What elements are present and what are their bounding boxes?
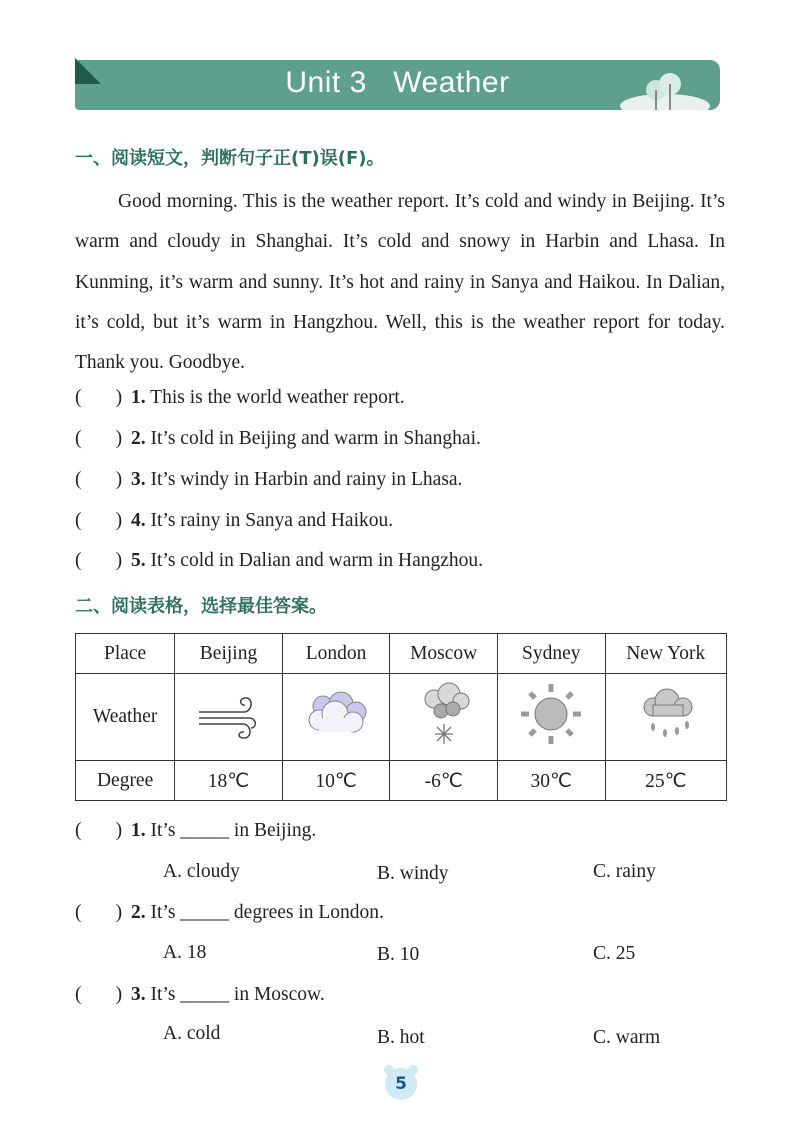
weather-table	[75, 633, 727, 801]
place-cell: Sydney	[497, 634, 605, 674]
option-b[interactable]: B. hot	[377, 1027, 425, 1048]
choice-question	[75, 820, 316, 842]
question-number: 2.	[131, 902, 146, 923]
row-header: Degree	[76, 761, 175, 801]
place-cell: New York	[605, 634, 726, 674]
question-number: 1.	[131, 387, 146, 408]
tf-question	[75, 428, 481, 450]
question-text: It’s _____ in Beijing.	[150, 820, 317, 841]
question-number: 1.	[131, 820, 146, 841]
answer-blank[interactable]: ( )	[75, 550, 123, 571]
question-text: It’s rainy in Sanya and Haikou.	[150, 510, 394, 531]
place-cell: Moscow	[390, 634, 498, 674]
question-number: 3.	[131, 984, 146, 1005]
option-c[interactable]: C. rainy	[593, 861, 656, 882]
degree-cell: 18℃	[175, 761, 283, 801]
question-number: 2.	[131, 428, 146, 449]
tf-question	[75, 510, 393, 532]
question-text: It’s cold in Beijing and warm in Shanghai.	[150, 428, 481, 449]
answer-blank[interactable]: ( )	[75, 902, 123, 923]
place-cell: Beijing	[175, 634, 283, 674]
reading-passage: Good morning. This is the weather report. It’s cold and windy in Beijing. It’s warm and cloudy in Shanghai. It’s cold and snowy in Harbin and Lhasa. In Kunming, it’s warm and sunny. It’s hot and rainy in Sanya and Haikou. In Dalian, it’s cold, but it’s warm in Hangzhou. Well, this is the weather report for today. Thank you. Goodbye.	[75, 191, 725, 374]
question-number: 4.	[131, 510, 146, 531]
degree-cell: 25℃	[605, 761, 726, 801]
answer-blank[interactable]: ( )	[75, 428, 123, 449]
section1-title: 一、阅读短文，判断句子正(T)误(F)。	[75, 148, 385, 169]
degree-cell: 30℃	[497, 761, 605, 801]
option-c[interactable]: C. 25	[593, 943, 636, 964]
tf-question	[75, 469, 462, 491]
option-a[interactable]: A. cold	[163, 1023, 221, 1044]
question-number: 5.	[131, 550, 146, 571]
question-text: It’s _____ degrees in London.	[150, 902, 384, 923]
degree-cell: -6℃	[390, 761, 498, 801]
choice-question	[75, 984, 325, 1006]
answer-blank[interactable]: ( )	[75, 820, 123, 841]
rain-icon	[631, 679, 701, 749]
section2-title: 二、阅读表格，选择最佳答案。	[75, 596, 327, 617]
sun-icon	[516, 679, 586, 749]
option-b[interactable]: B. 10	[377, 944, 420, 965]
page-number-text: 5	[395, 1074, 407, 1094]
answer-blank[interactable]: ( )	[75, 510, 123, 531]
unit-banner	[75, 60, 720, 110]
wind-icon	[194, 684, 264, 744]
place-cell: London	[282, 634, 390, 674]
option-b[interactable]: B. windy	[377, 863, 449, 884]
question-number: 3.	[131, 469, 146, 490]
snow-icon	[409, 679, 479, 749]
row-header: Weather	[76, 674, 175, 761]
question-text: This is the world weather report.	[150, 387, 405, 408]
tf-question	[75, 387, 405, 409]
page-number	[385, 1068, 417, 1100]
tree-icon	[620, 72, 710, 110]
option-a[interactable]: A. cloudy	[163, 861, 240, 882]
banner-fold	[75, 58, 101, 84]
question-text: It’s windy in Harbin and rainy in Lhasa.	[150, 469, 463, 490]
degree-cell: 10℃	[282, 761, 390, 801]
row-header: Place	[76, 634, 175, 674]
tf-question	[75, 550, 483, 572]
unit-title: Unit 3 Weather	[285, 66, 510, 99]
answer-blank[interactable]: ( )	[75, 469, 123, 490]
answer-blank[interactable]: ( )	[75, 387, 123, 408]
cloud-icon	[301, 684, 371, 744]
choice-question	[75, 902, 384, 924]
answer-blank[interactable]: ( )	[75, 984, 123, 1005]
question-text: It’s _____ in Moscow.	[150, 984, 325, 1005]
question-text: It’s cold in Dalian and warm in Hangzhou.	[150, 550, 483, 571]
option-c[interactable]: C. warm	[593, 1027, 661, 1048]
option-a[interactable]: A. 18	[163, 942, 207, 963]
